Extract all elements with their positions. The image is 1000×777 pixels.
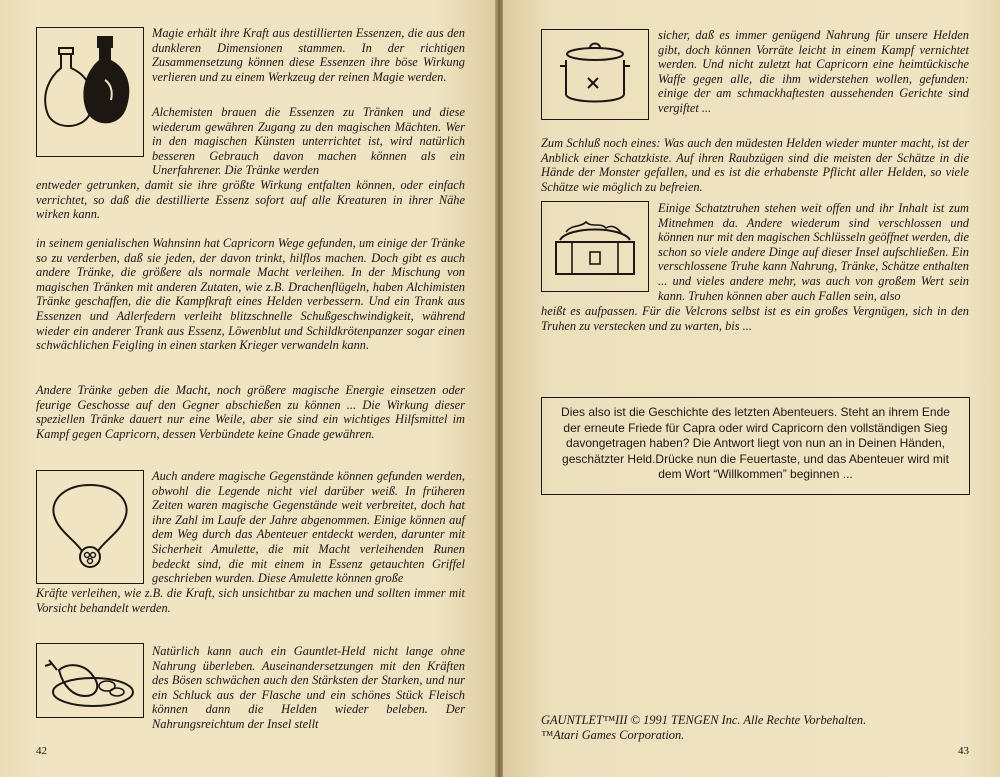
magic-items-paragraph-cont: Kräfte verleihen, wie z.B. die Kraft, sich unsichtbar zu machen und sollten immer mit Vorsicht behandelt werden. [36,586,465,615]
copyright-footer [541,713,961,743]
food-paragraph: Natürlich kann auch ein Gauntlet-Held nicht lange ohne Nahrung überleben. Auseinandersetzungen mit den Kräften des Bösen schwächen auch den Stärksten der Starken, und nur ein Schluck aus der Flasche und ein schönes Stück Fleisch können dann die Helden wieder beleben. Der Nahrungsreichtum der Insel stellt [152,644,465,731]
amulet-icon [36,470,144,584]
right-page [503,0,1000,777]
potion-bottles-icon [36,27,144,157]
treasure-intro-paragraph: Zum Schluß noch eines: Was auch den müdesten Helden wieder munter macht, ist der Anblick einer Schatzkiste. Auf ihren Raubzügen sind die meisten der Schätze in die Hände der Monster gefallen, und es ist die erhabenste Pflicht aller Helden, so viele Schätze wie möglich zu befreien. [541,136,969,194]
other-potions-paragraph: Andere Tränke geben die Macht, noch größere magische Energie einsetzen oder feurige Geschosse auf den Gegner abschießen zu können ... Die Wirkung dieser speziellen Tränke dauert nur eine Weile, aber sie sind ein wichtiges Hilfsmittel im Kampf gegen Capricorn, dessen Verbündete keine Gnade gewähren. [36,383,465,441]
chests-paragraph-cont: heißt es aufpassen. Für die Velcrons selbst ist es ein großes Vergnügen, sich in den Truhen zu verstecken und zu warten, bis ... [541,304,969,333]
treasure-chest-icon [541,201,649,292]
food-paragraph-cont: sicher, daß es immer genügend Nahrung für unsere Helden gibt, doch können Vorräte leicht in einem Kampf vernichtet werden. Und nicht zuletzt hat Capricorn eine heimtückische Waffe gegen alle, die ihm widerstehen wollen, gefunden: einige der am schmackhaftesten aussehenden Gerichte sind vergiftet ... [658,28,969,115]
trademark-line: ™Atari Games Corporation. [541,728,685,742]
alchemists-paragraph-cont: entweder getrunken, damit sie ihre größte Wirkung entfalten können, oder einfach verrichtet, so daß die destillierte Essenz sofort auf alle Kreaturen in ihrer Nähe wirken kann. [36,178,465,222]
chests-paragraph: Einige Schatztruhen stehen weit offen und ihr Inhalt ist zum Mitnehmen da. Andere wiederum sind verschlossen und können nur mit den magischen Schlüsseln geöffnet werden, die schon so viele andere Dinge auf dieser Insel aufschließen. Ein verschlossene Truhe kann Nahrung, Tränke, Schätze enthalten ... und vieles andere mehr, was auch von großem Wert sein kann. Truhen können aber auch Fallen sein, also [658,201,969,303]
closing-notice-box [541,397,970,495]
capricorn-potions-paragraph: in seinem genialischen Wahnsinn hat Capricorn Wege gefunden, um einige der Tränke so zu verderben, daß sie jeden, der davon trinkt, hilflos machen. Doch gibt es auch andere Tränke, die größere als normale Macht verleihen. In der Mischung von magischen Tränken mit anderen Zutaten, wie z.B. Drachenflügeln, haben Alchimisten Tränke geschaffen, die die Kampfkraft eines Helden verbessern. Und ein Trank aus Essenzen und Adlerfedern verleiht blitzschnelle Schußgeschwindigkeit, während wieder ein anderer Trank aus Essenz, Löwenblut und Schildkrötenpanzer sogar einen schwächlichen Feigling in einen starken Krieger verwandeln kann. [36,236,465,353]
closing-notice-text: Dies also ist die Geschichte des letzten Abenteuers. Steht an ihrem Ende der erneute Friede für Capra oder wird Capricorn den vollständigen Sieg davongetragen haben? Die Antwort liegt von nun an in Deinen Händen, geschätzter Held.Drücke nun die Feuertaste, und das Abenteuer wird mit dem Wort “Willkommen” beginnen ... [561,405,950,482]
copyright-line: GAUNTLET™III © 1991 TENGEN Inc. Alle Rechte Vorbehalten. [541,713,867,727]
left-page [0,0,497,777]
page-number-right: 43 [958,745,969,757]
page-number-left: 42 [36,745,47,757]
potions-intro: Magie erhält ihre Kraft aus destillierten Essenzen, die aus den dunkleren Dimensionen stammen. In der richtigen Zusammensetzung können diese Essenzen ihre böse Wirkung verlieren und zu einem Werkzeug der reinen Magie werden. [152,26,465,84]
alchemists-paragraph: Alchemisten brauen die Essenzen zu Tränken und diese wiederum gewähren Zugang zu den magischen Mächten. Wer in den magischen Künsten unterrichtet ist, wird natürlich besseren Gebrauch davon machen können als ein Unerfahrener. Die Tränke werden [152,105,465,178]
poisoned-pot-icon [541,29,649,120]
magic-items-paragraph: Auch andere magische Gegenstände können gefunden werden, obwohl die Legende nicht viel darüber weiß. In früheren Zeiten waren magische Gegenstände weit verbreitet, doch hat ihre Zahl im Laufe der Jahre abgenommen. Einige können auf dem Weg durch das Abenteuer entdeckt werden, darunter mit Sicherheit Amulette, die mit Macht verleihenden Runen bedeckt sind, die mit einem in Essenz getauchten Griffel geschrieben wurden. Diese Amulette können große [152,469,465,586]
food-plate-icon [36,643,144,718]
